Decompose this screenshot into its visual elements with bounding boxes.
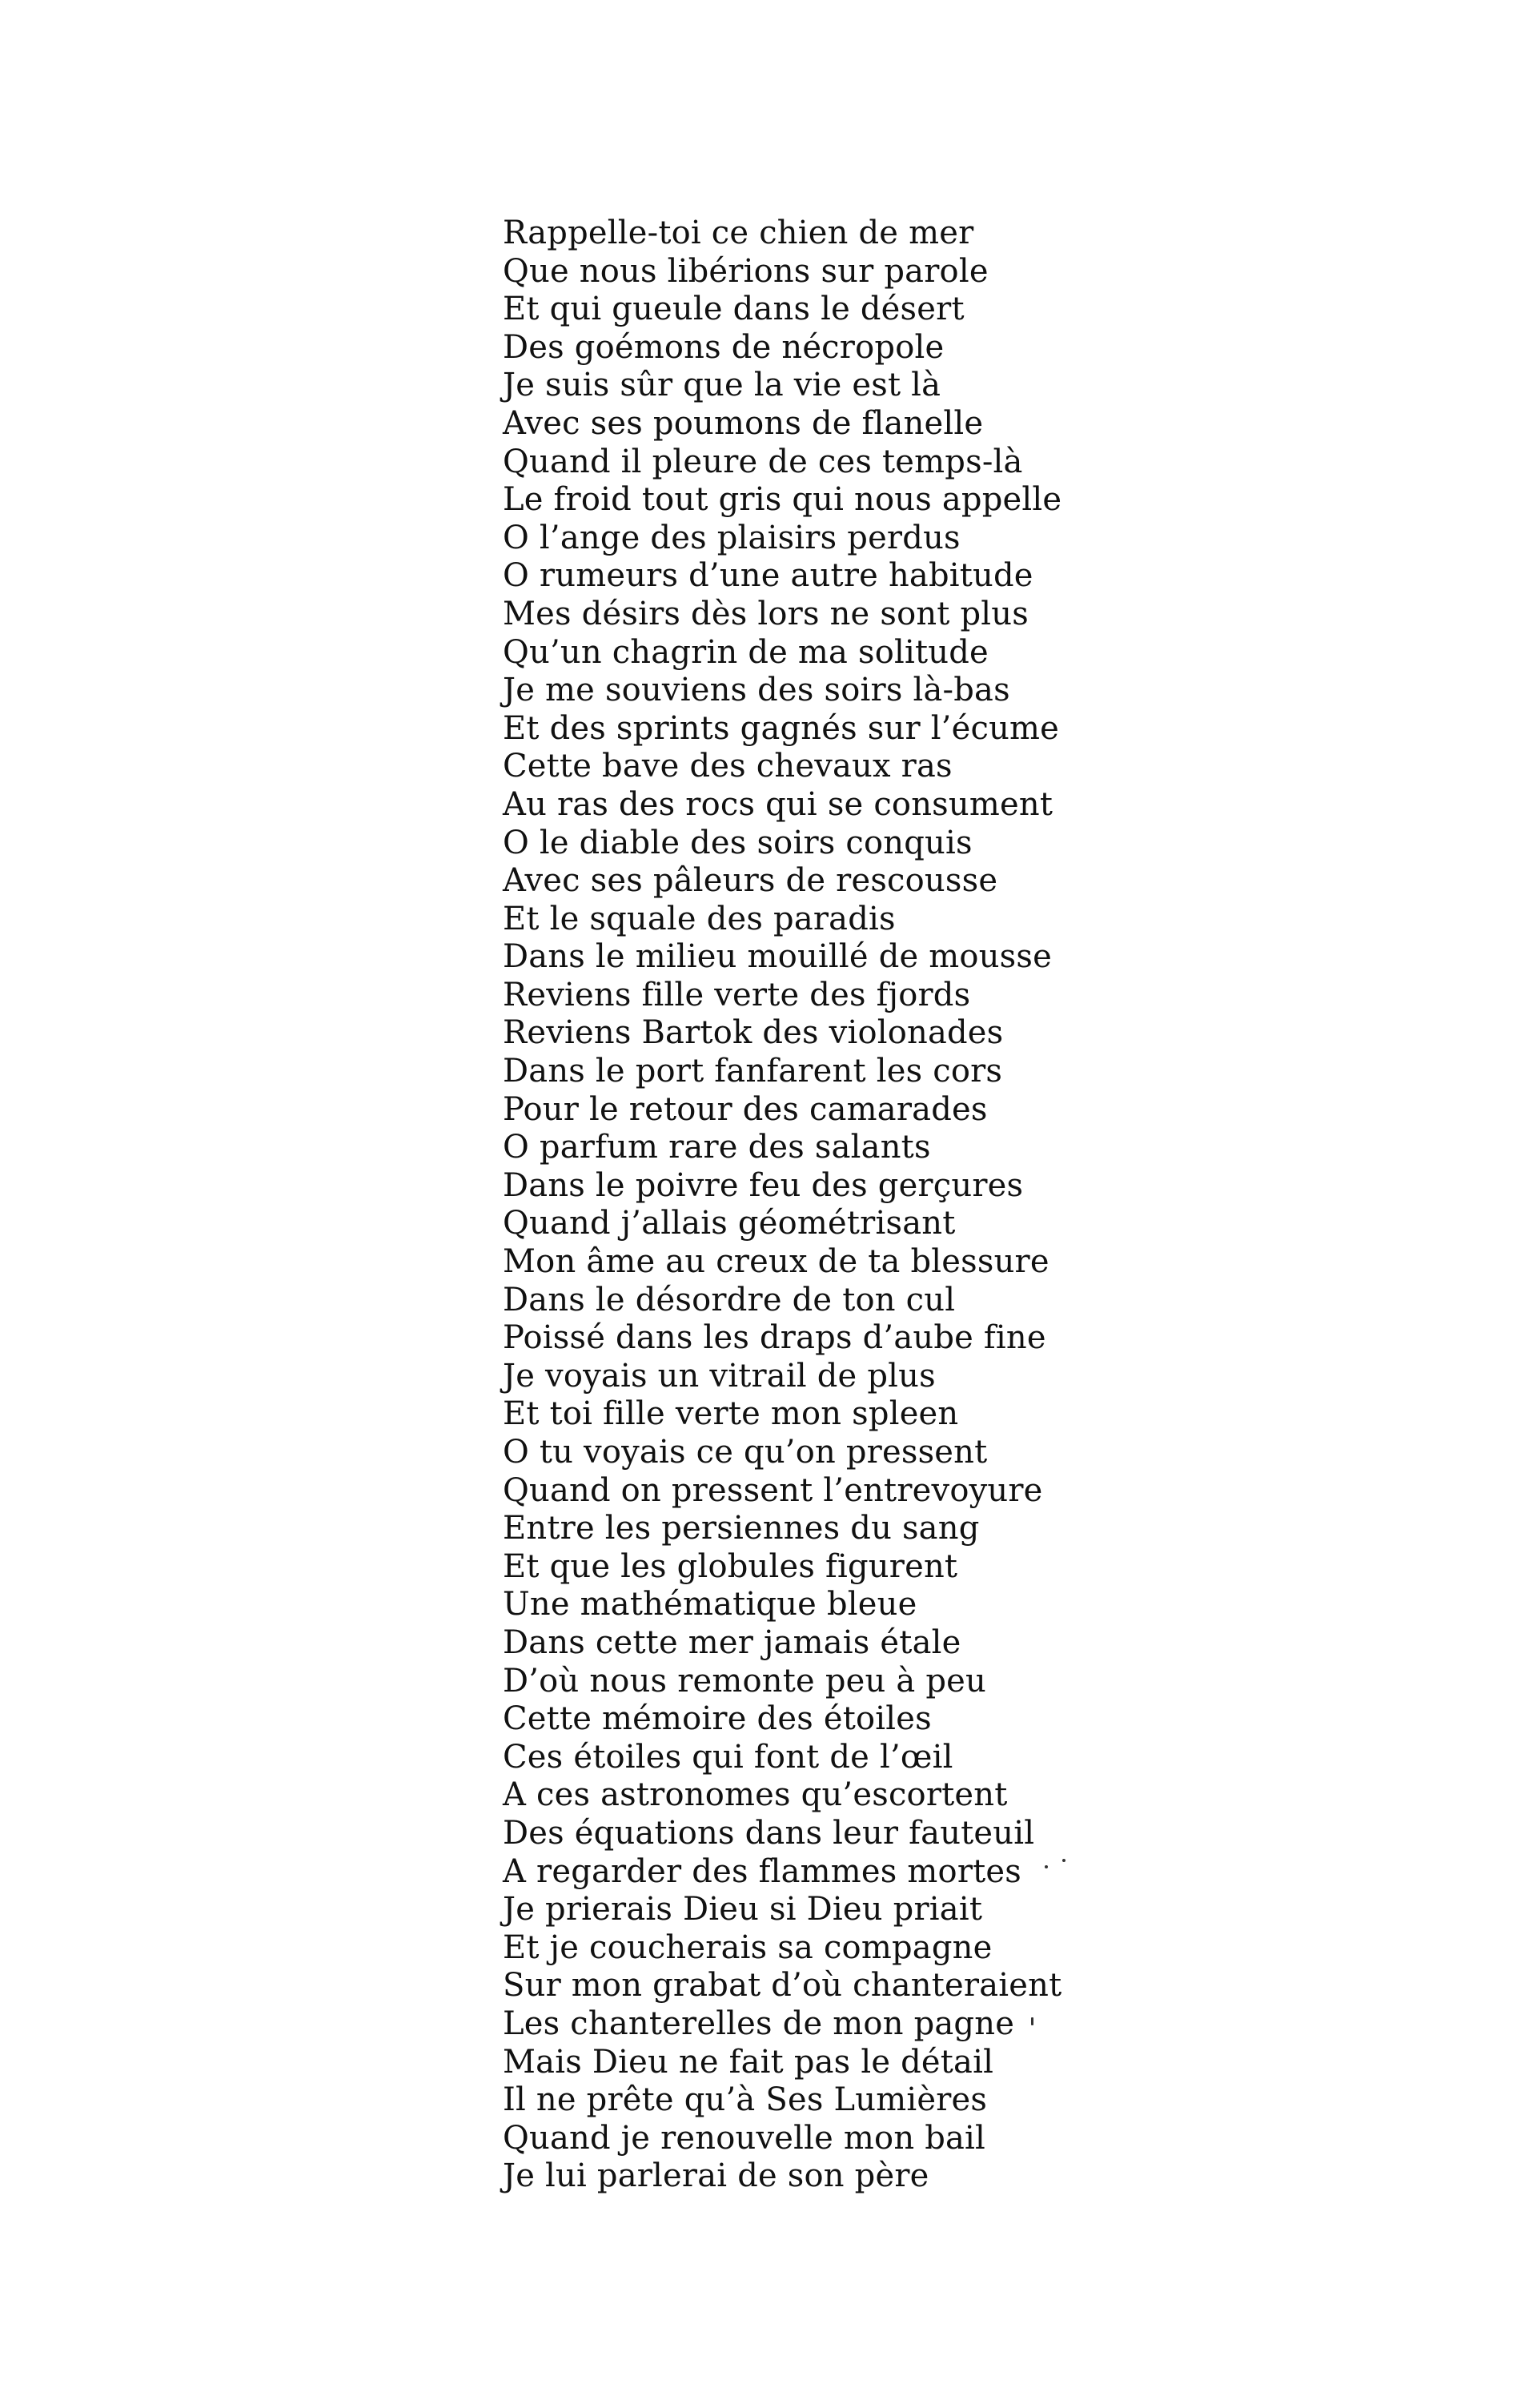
scan-speck bbox=[1045, 1865, 1048, 1868]
poem-line: Et je coucherais sa compagne bbox=[503, 1928, 993, 1966]
poem-line: Ces étoiles qui font de l’œil bbox=[503, 1738, 953, 1776]
poem-line: Mes désirs dès lors ne sont plus bbox=[503, 595, 1029, 632]
poem-line: Pour le retour des camarades bbox=[503, 1090, 988, 1128]
poem-line: Sur mon grabat d’où chanteraient bbox=[503, 1967, 1062, 2005]
poem-line: Rappelle-toi ce chien de mer bbox=[503, 215, 974, 251]
poem-line: Et des sprints gagnés sur l’écume bbox=[503, 709, 1060, 747]
poem-line: Dans le désordre de ton cul bbox=[503, 1281, 956, 1318]
poem-line: Qu’un chagrin de ma solitude bbox=[503, 633, 989, 671]
poem-line: Que nous libérions sur parole bbox=[503, 252, 989, 290]
poem-line: O tu voyais ce qu’on pressent bbox=[503, 1434, 988, 1471]
poem-line: Je voyais un vitrail de plus bbox=[503, 1357, 936, 1395]
poem-line: Au ras des rocs qui se consument bbox=[503, 785, 1053, 823]
poem-text bbox=[503, 215, 1399, 2196]
poem-line: Les chanterelles de mon pagne bbox=[503, 2005, 1015, 2042]
poem-line: Quand il pleure de ces temps-là bbox=[503, 443, 1023, 480]
poem-line: Avec ses pâleurs de rescousse bbox=[503, 862, 998, 900]
poem-line: Des goémons de nécropole bbox=[503, 328, 945, 366]
poem-line: Des équations dans leur fauteuil bbox=[503, 1814, 1035, 1852]
poem-line: Dans le port fanfarent les cors bbox=[503, 1053, 1003, 1090]
poem-line: Mon âme au creux de ta blessure bbox=[503, 1243, 1049, 1281]
poem-line: Et que les globules figurent bbox=[503, 1547, 958, 1585]
poem-line: Quand on pressent l’entrevoyure bbox=[503, 1471, 1043, 1509]
poem-line: Entre les persiennes du sang bbox=[503, 1510, 980, 1547]
poem-line: Quand j’allais géométrisant bbox=[503, 1205, 956, 1242]
poem-line: D’où nous remonte peu à peu bbox=[503, 1662, 986, 1700]
poem-line: A regarder des flammes mortes bbox=[503, 1852, 1022, 1890]
scan-speck bbox=[1031, 2017, 1033, 2025]
poem-line: O parfum rare des salants bbox=[503, 1129, 931, 1166]
poem-line: A ces astronomes qu’escortent bbox=[503, 1776, 1008, 1814]
poem-line: Une mathématique bleue bbox=[503, 1586, 917, 1623]
poem-line: Je me souviens des soirs là-bas bbox=[503, 672, 1010, 709]
poem-line: Je suis sûr que la vie est là bbox=[503, 367, 941, 404]
poem-line: Je prierais Dieu si Dieu priait bbox=[503, 1891, 983, 1928]
poem-line: Et toi fille verte mon spleen bbox=[503, 1395, 959, 1433]
poem-line: Cette mémoire des étoiles bbox=[503, 1700, 932, 1738]
poem-line: O rumeurs d’une autre habitude bbox=[503, 557, 1033, 595]
poem-line: Avec ses poumons de flanelle bbox=[503, 404, 984, 442]
poem-line: Dans le poivre feu des gerçures bbox=[503, 1166, 1024, 1204]
poem-line: Et le squale des paradis bbox=[503, 900, 896, 937]
poem-line: Dans le milieu mouillé de mousse bbox=[503, 938, 1052, 976]
poem-line: Mais Dieu ne fait pas le détail bbox=[503, 2043, 994, 2081]
poem-line: Reviens fille verte des fjords bbox=[503, 976, 971, 1013]
poem-line: Quand je renouvelle mon bail bbox=[503, 2119, 986, 2157]
poem-line: Reviens Bartok des violonades bbox=[503, 1014, 1004, 1052]
poem-line: Poissé dans les draps d’aube fine bbox=[503, 1319, 1046, 1357]
scan-speck bbox=[1062, 1859, 1065, 1862]
poem-line: Il ne prête qu’à Ses Lumières bbox=[503, 2081, 988, 2119]
poem-line: O le diable des soirs conquis bbox=[503, 824, 973, 861]
poem-line: Cette bave des chevaux ras bbox=[503, 748, 953, 785]
poem-line: Je lui parlerai de son père bbox=[503, 2157, 929, 2195]
poem-line: Dans cette mer jamais étale bbox=[503, 1623, 961, 1661]
poem-line: Le froid tout gris qui nous appelle bbox=[503, 481, 1062, 519]
poem-line: O l’ange des plaisirs perdus bbox=[503, 519, 961, 556]
poem-line: Et qui gueule dans le désert bbox=[503, 291, 965, 328]
